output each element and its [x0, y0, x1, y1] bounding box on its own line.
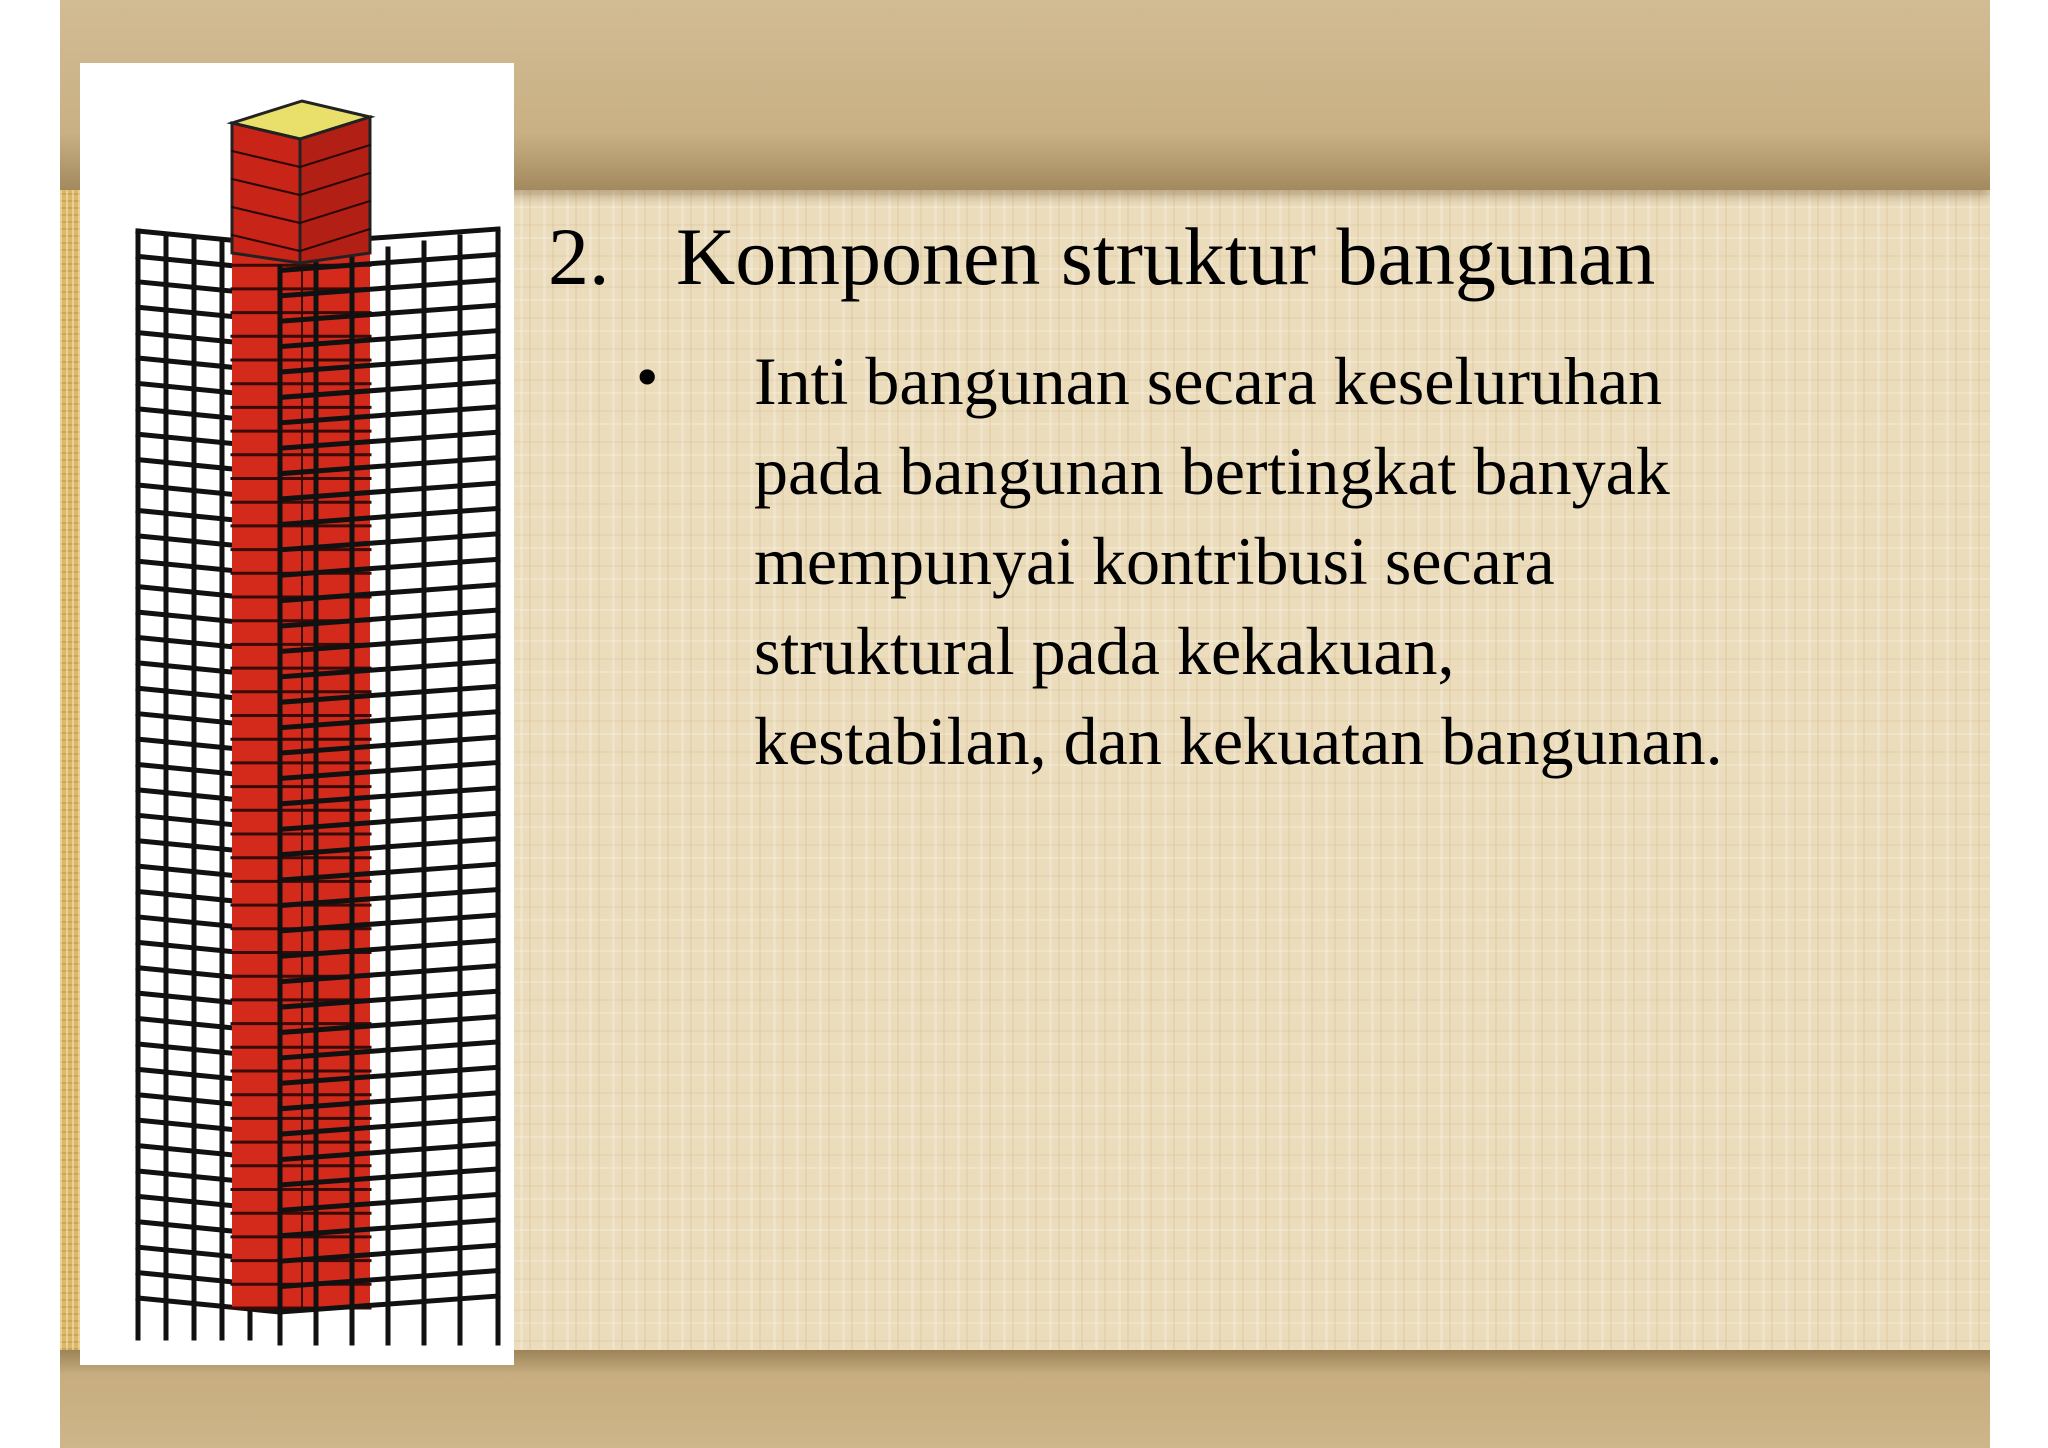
building-illustration-panel: [80, 63, 514, 1365]
slide-title: [548, 212, 1918, 302]
building-frame-icon: [80, 63, 514, 1365]
title-text: Komponen struktur bangunan: [676, 211, 1656, 302]
bullet-point-icon: •: [636, 341, 659, 412]
bullet-text: Inti bangunan secara keseluruhan pada bangunan bertingkat banyak mempunyai kontribusi secara struktural pada kekakuan, kestabilan, dan kekuatan bangunan.: [754, 343, 1723, 779]
title-number: 2.: [548, 211, 610, 302]
